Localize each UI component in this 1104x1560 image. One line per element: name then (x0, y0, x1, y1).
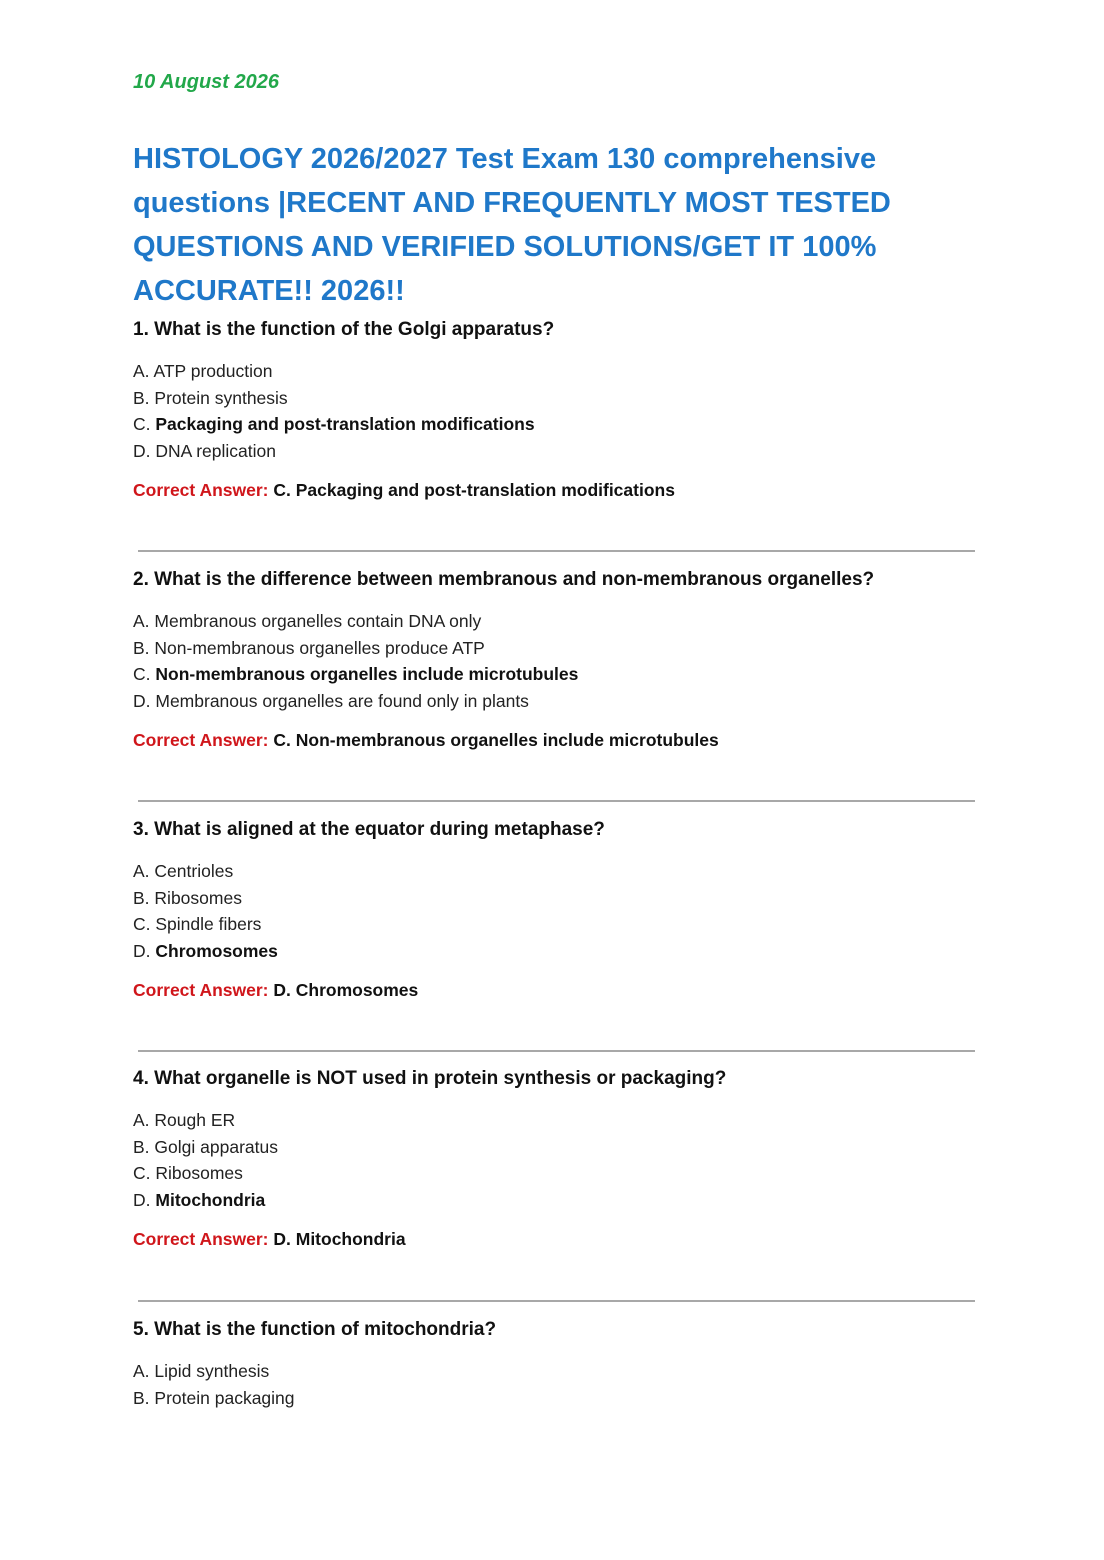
option-letter: B. (133, 887, 150, 908)
option-d (133, 1187, 975, 1214)
option-letter: A. (133, 861, 150, 881)
option-list (133, 608, 975, 714)
question-3 (133, 818, 975, 1002)
option-a (133, 1107, 975, 1134)
document-title: HISTOLOGY 2026/2027 Test Exam 130 comprehensive questions |RECENT AND FREQUENTLY MOST TESTED QUESTIONS AND VERIFIED SOLUTIONS/GET IT 100% ACCURATE!! 2026!! (133, 143, 891, 307)
option-text: Chromosomes (155, 940, 278, 961)
option-text: Lipid synthesis (154, 1361, 270, 1381)
question-text: 1. What is the function of the Golgi apparatus? (133, 319, 555, 340)
option-letter: C. (133, 664, 151, 684)
option-d (133, 688, 975, 715)
question-divider (138, 800, 975, 802)
option-letter: A. (133, 1361, 150, 1381)
option-letter: B. (133, 1387, 150, 1408)
option-b (133, 635, 975, 662)
option-text: Centrioles (154, 861, 234, 881)
option-a (133, 858, 975, 885)
option-a (133, 1358, 975, 1385)
option-text: Ribosomes (154, 887, 242, 908)
question-divider (138, 1300, 975, 1302)
question-text: 3. What is aligned at the equator during metaphase? (133, 819, 605, 840)
option-text: Non-membranous organelles produce ATP (154, 637, 485, 658)
option-letter: A. (133, 1110, 150, 1130)
option-d (133, 938, 975, 965)
option-letter: B. (133, 1136, 150, 1157)
option-letter: C. (133, 1163, 151, 1183)
option-list (133, 1358, 975, 1411)
correct-answer-label: Correct Answer: (133, 730, 269, 750)
question-5 (133, 1318, 975, 1411)
question-text: 5. What is the function of mitochondria? (133, 1319, 497, 1340)
option-letter: C. (133, 414, 151, 434)
correct-answer (133, 478, 975, 502)
correct-answer-value: D. Mitochondria (273, 1229, 406, 1249)
correct-answer-value: D. Chromosomes (273, 980, 419, 1000)
option-b (133, 1134, 975, 1161)
option-a (133, 358, 975, 385)
option-letter: B. (133, 637, 150, 658)
option-letter: D. (133, 940, 151, 961)
option-text: Mitochondria (155, 1189, 266, 1210)
option-text: DNA replication (155, 440, 276, 461)
option-text: Membranous organelles contain DNA only (154, 611, 482, 631)
option-letter: B. (133, 387, 150, 408)
option-b (133, 385, 975, 412)
option-letter: D. (133, 690, 151, 711)
option-text: Membranous organelles are found only in plants (155, 690, 529, 711)
option-list (133, 858, 975, 964)
option-letter: D. (133, 1189, 151, 1210)
option-c (133, 1160, 975, 1187)
option-letter: C. (133, 914, 151, 934)
correct-answer (133, 1227, 975, 1251)
option-text: Rough ER (154, 1110, 236, 1130)
option-letter: A. (133, 361, 150, 381)
correct-answer (133, 728, 975, 752)
question-divider (138, 550, 975, 552)
option-c (133, 661, 975, 688)
question-2 (133, 568, 975, 752)
option-text: Protein packaging (154, 1387, 295, 1408)
correct-answer-value: C. Packaging and post-translation modifications (273, 480, 675, 500)
option-text: Ribosomes (155, 1163, 243, 1183)
option-list (133, 358, 975, 464)
option-letter: A. (133, 611, 150, 631)
question-1 (133, 318, 975, 502)
option-text: Protein synthesis (154, 387, 288, 408)
correct-answer-label: Correct Answer: (133, 1229, 269, 1249)
question-text: 2. What is the difference between membranous and non-membranous organelles? (133, 569, 875, 590)
question-4 (133, 1067, 975, 1251)
option-text: Non-membranous organelles include microtubules (155, 664, 579, 684)
correct-answer (133, 978, 975, 1002)
option-d (133, 438, 975, 465)
option-text: Spindle fibers (155, 914, 262, 934)
option-c (133, 911, 975, 938)
option-b (133, 885, 975, 912)
question-text: 4. What organelle is NOT used in protein synthesis or packaging? (133, 1068, 727, 1089)
document-date: 10 August 2026 (133, 71, 279, 93)
option-b (133, 1385, 975, 1412)
option-text: Packaging and post-translation modifications (155, 414, 535, 434)
option-letter: D. (133, 440, 151, 461)
correct-answer-value: C. Non-membranous organelles include microtubules (273, 730, 719, 750)
option-text: Golgi apparatus (154, 1136, 278, 1157)
question-divider (138, 1050, 975, 1052)
option-list (133, 1107, 975, 1213)
correct-answer-label: Correct Answer: (133, 980, 269, 1000)
correct-answer-label: Correct Answer: (133, 480, 269, 500)
option-text: ATP production (153, 361, 273, 381)
option-c (133, 411, 975, 438)
option-a (133, 608, 975, 635)
